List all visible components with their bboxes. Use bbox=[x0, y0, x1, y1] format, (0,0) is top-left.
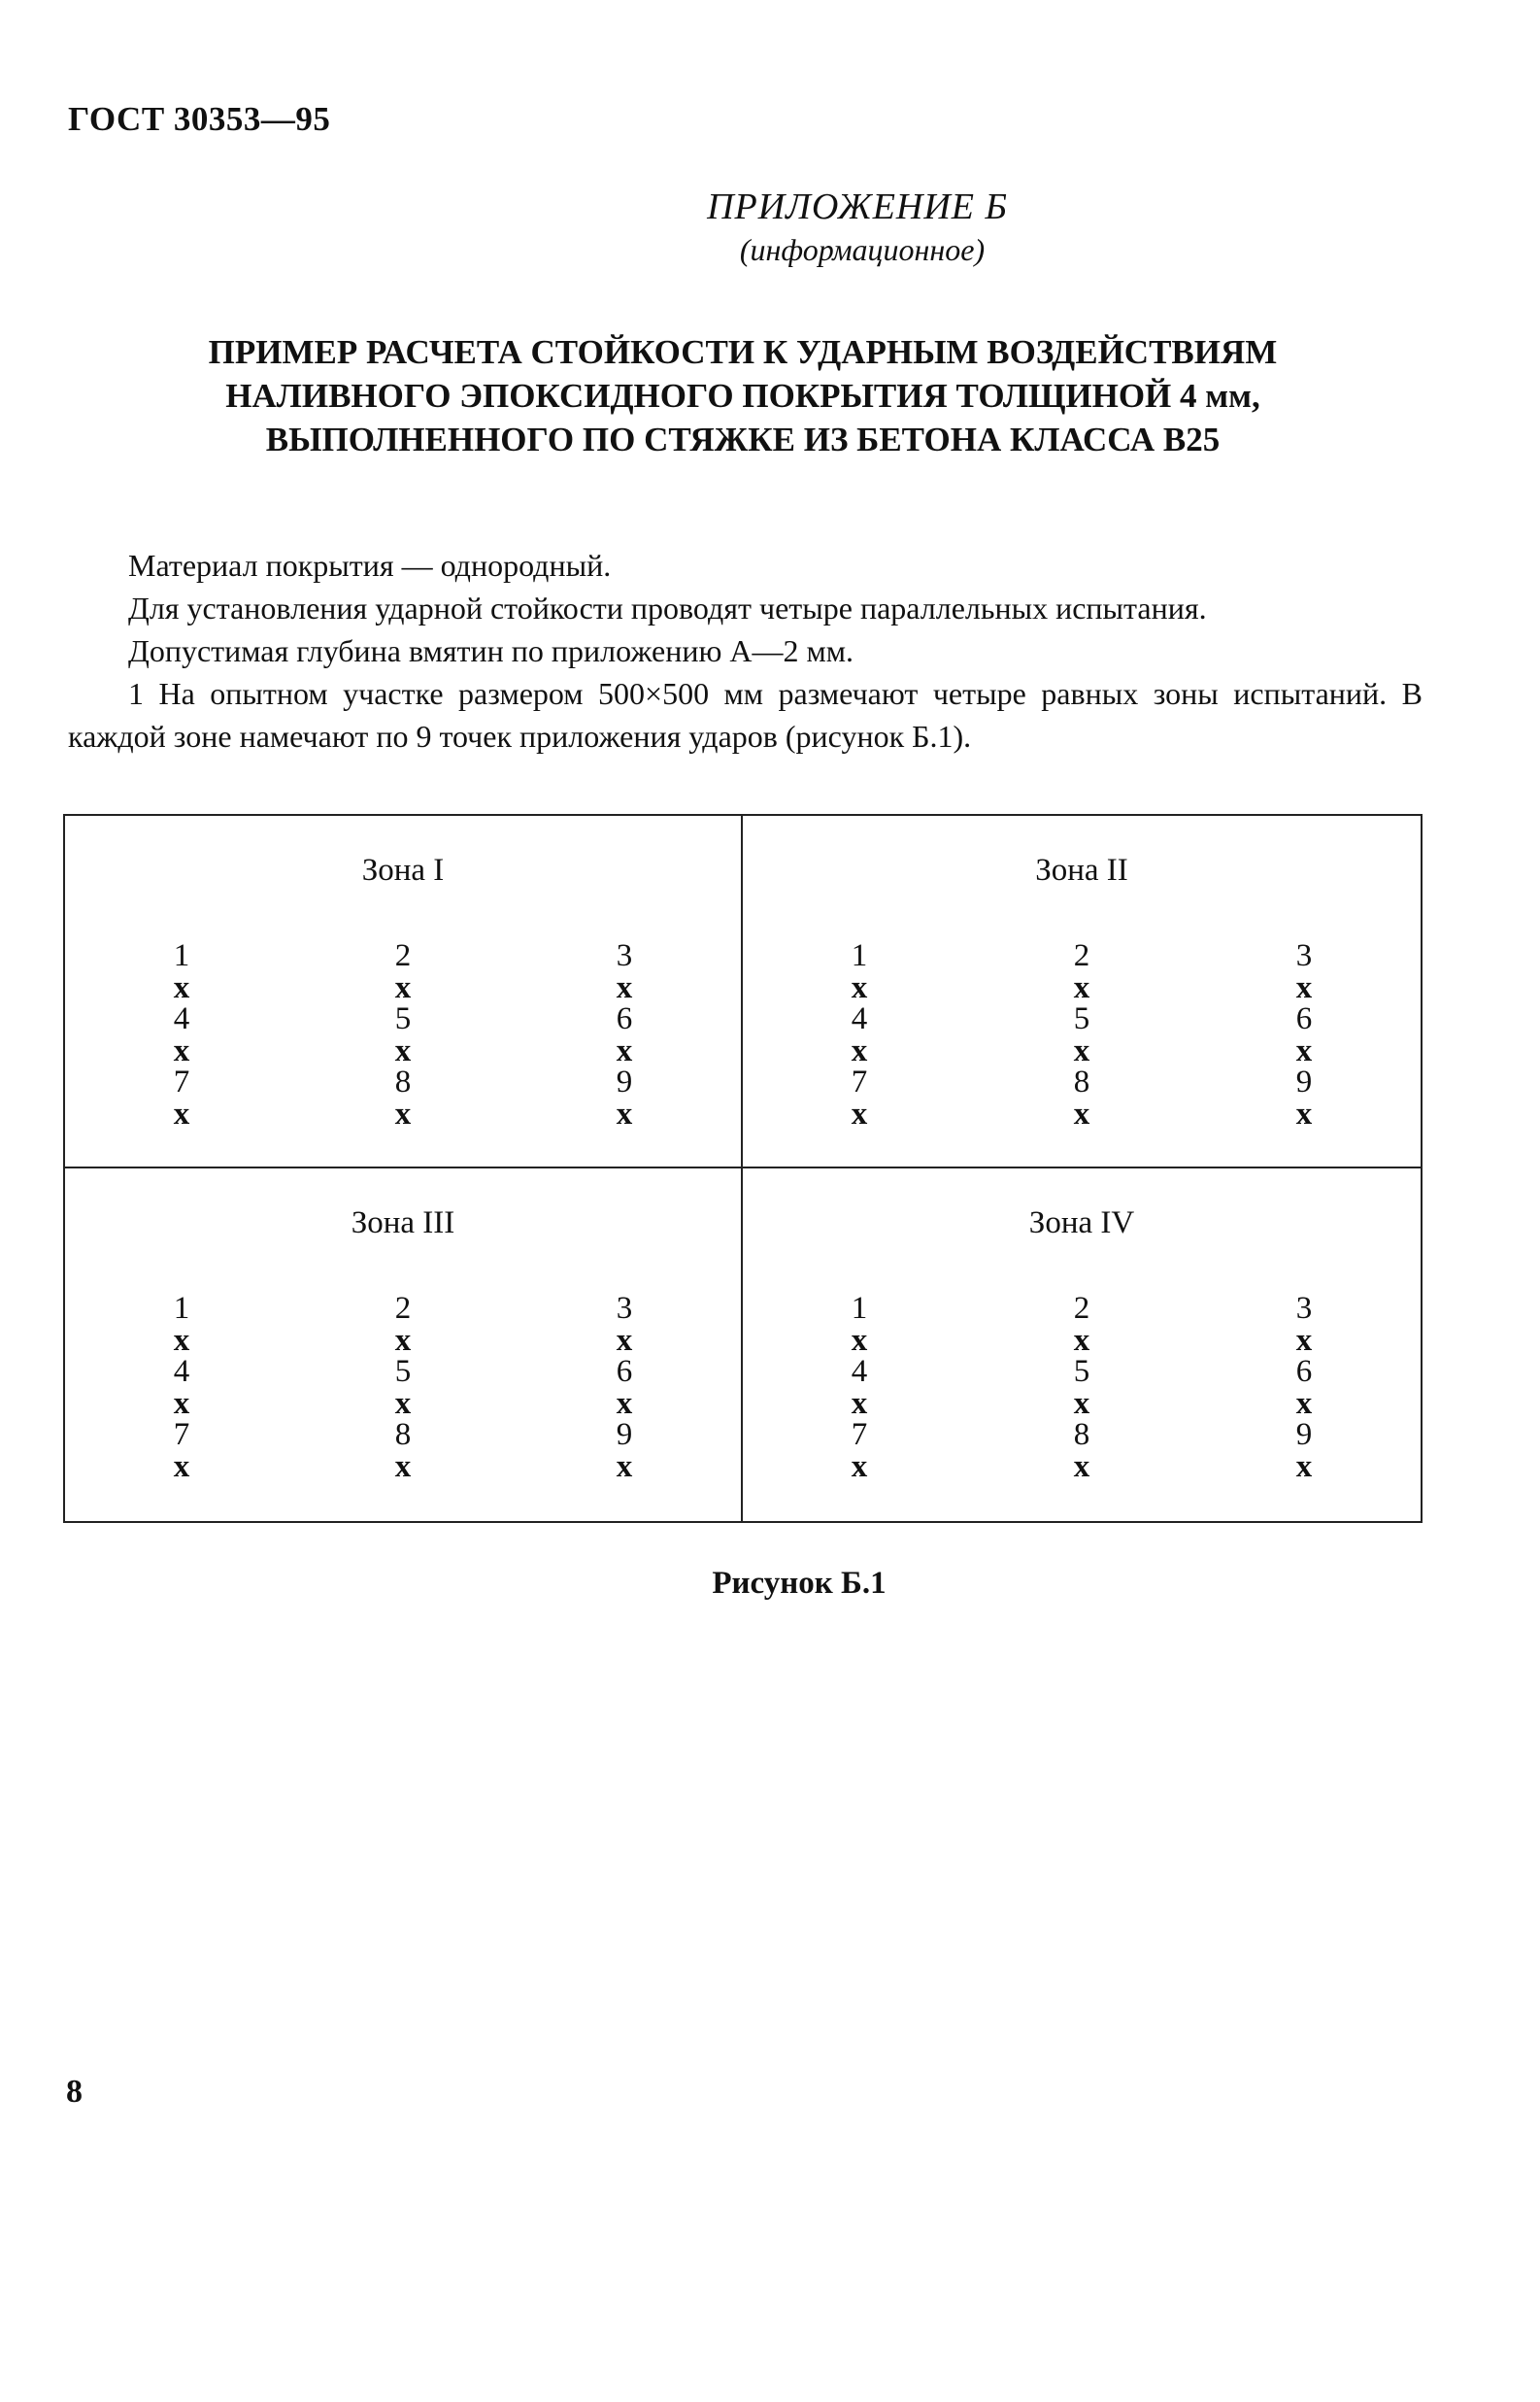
appendix-subtitle: (информационное) bbox=[739, 232, 986, 267]
point-number: 7 bbox=[173, 1417, 190, 1452]
point-number: 4 bbox=[173, 1354, 190, 1389]
point-column bbox=[384, 1293, 422, 1482]
point-number: 8 bbox=[1073, 1417, 1090, 1452]
impact-mark: x bbox=[616, 1385, 633, 1421]
title-line: НАЛИВНОГО ЭПОКСИДНОГО ПОКРЫТИЯ ТОЛЩИНОЙ 4 мм, bbox=[225, 377, 1260, 415]
point-number: 8 bbox=[1073, 1065, 1090, 1100]
impact-points bbox=[162, 1293, 644, 1482]
point-number: 7 bbox=[173, 1065, 190, 1100]
point-number: 4 bbox=[173, 1001, 190, 1036]
point-column bbox=[605, 940, 644, 1130]
point-column bbox=[384, 940, 422, 1130]
test-zones-figure bbox=[63, 814, 1423, 1523]
impact-mark: x bbox=[1073, 1096, 1090, 1132]
point-number: 6 bbox=[616, 1001, 633, 1036]
point-column bbox=[605, 1293, 644, 1482]
paragraph: Для установления ударной стойкости проводят четыре параллельных испытания. bbox=[128, 591, 1207, 626]
point-number: 9 bbox=[1295, 1417, 1313, 1452]
impact-mark: x bbox=[394, 1032, 412, 1068]
impact-mark: x bbox=[1295, 1448, 1313, 1484]
appendix-title: ПРИЛОЖЕНИЕ Б bbox=[707, 186, 1008, 227]
point-number: 2 bbox=[1073, 938, 1090, 973]
point-column bbox=[1062, 940, 1101, 1130]
impact-mark: x bbox=[1295, 1096, 1313, 1132]
impact-mark: x bbox=[173, 1385, 190, 1421]
impact-mark: x bbox=[851, 1385, 868, 1421]
impact-mark: x bbox=[616, 1448, 633, 1484]
impact-mark: x bbox=[616, 969, 633, 1005]
zone-cell bbox=[65, 816, 743, 1168]
impact-mark: x bbox=[851, 1096, 868, 1132]
figure-caption: Рисунок Б.1 bbox=[712, 1566, 887, 1601]
point-number: 8 bbox=[394, 1417, 412, 1452]
impact-mark: x bbox=[1073, 1448, 1090, 1484]
impact-mark: x bbox=[394, 1385, 412, 1421]
impact-mark: x bbox=[851, 1448, 868, 1484]
impact-mark: x bbox=[173, 969, 190, 1005]
document-title bbox=[78, 330, 1408, 461]
paragraph: Допустимая глубина вмятин по приложению А—2 мм. bbox=[128, 633, 854, 668]
point-number: 3 bbox=[616, 938, 633, 973]
point-number: 3 bbox=[1295, 938, 1313, 973]
impact-points bbox=[840, 1293, 1323, 1482]
zone-label: Зона I bbox=[361, 853, 445, 888]
point-number: 5 bbox=[1073, 1354, 1090, 1389]
point-number: 4 bbox=[851, 1354, 868, 1389]
impact-mark: x bbox=[851, 969, 868, 1005]
impact-mark: x bbox=[394, 1096, 412, 1132]
impact-mark: x bbox=[173, 1096, 190, 1132]
impact-mark: x bbox=[173, 1322, 190, 1358]
point-column bbox=[162, 940, 201, 1130]
zone-cell bbox=[65, 1168, 743, 1521]
impact-points bbox=[840, 940, 1323, 1130]
point-number: 6 bbox=[1295, 1354, 1313, 1389]
point-number: 7 bbox=[851, 1065, 868, 1100]
point-number: 5 bbox=[394, 1354, 412, 1389]
impact-mark: x bbox=[1073, 969, 1090, 1005]
point-number: 1 bbox=[173, 938, 190, 973]
point-number: 3 bbox=[1295, 1291, 1313, 1326]
point-number: 6 bbox=[616, 1354, 633, 1389]
appendix-heading bbox=[0, 185, 1540, 270]
page-number: 8 bbox=[66, 2074, 83, 2110]
point-column bbox=[840, 940, 879, 1130]
point-number: 9 bbox=[1295, 1065, 1313, 1100]
zone-label: Зона IV bbox=[1028, 1205, 1135, 1240]
point-number: 5 bbox=[394, 1001, 412, 1036]
point-number: 8 bbox=[394, 1065, 412, 1100]
paragraph: 1 На опытном участке размером 500×500 мм размечают четыре равных зоны испытаний. В каждой зоне намечают по 9 точек приложения ударов (рисунок Б.1). bbox=[68, 676, 1423, 754]
point-number: 9 bbox=[616, 1417, 633, 1452]
impact-mark: x bbox=[851, 1032, 868, 1068]
impact-mark: x bbox=[616, 1322, 633, 1358]
point-number: 6 bbox=[1295, 1001, 1313, 1036]
point-number: 7 bbox=[851, 1417, 868, 1452]
impact-mark: x bbox=[1073, 1032, 1090, 1068]
impact-mark: x bbox=[173, 1448, 190, 1484]
point-number: 2 bbox=[394, 938, 412, 973]
point-column bbox=[1285, 1293, 1323, 1482]
point-number: 1 bbox=[851, 1291, 868, 1326]
point-number: 4 bbox=[851, 1001, 868, 1036]
zone-cell bbox=[743, 1168, 1421, 1521]
point-number: 1 bbox=[851, 938, 868, 973]
impact-mark: x bbox=[1295, 969, 1313, 1005]
impact-mark: x bbox=[1295, 1385, 1313, 1421]
point-number: 1 bbox=[173, 1291, 190, 1326]
paragraph: Материал покрытия — однородный. bbox=[128, 548, 612, 583]
impact-mark: x bbox=[1295, 1032, 1313, 1068]
title-line: ВЫПОЛНЕННОГО ПО СТЯЖКЕ ИЗ БЕТОНА КЛАССА В25 bbox=[265, 421, 1221, 458]
point-column bbox=[1285, 940, 1323, 1130]
zone-label: Зона III bbox=[351, 1205, 455, 1240]
impact-mark: x bbox=[851, 1322, 868, 1358]
impact-mark: x bbox=[173, 1032, 190, 1068]
point-number: 2 bbox=[1073, 1291, 1090, 1326]
impact-mark: x bbox=[616, 1032, 633, 1068]
impact-mark: x bbox=[1073, 1385, 1090, 1421]
zone-cell bbox=[743, 816, 1421, 1168]
body-text bbox=[68, 544, 1423, 758]
impact-mark: x bbox=[394, 1322, 412, 1358]
impact-mark: x bbox=[1295, 1322, 1313, 1358]
point-number: 9 bbox=[616, 1065, 633, 1100]
point-column bbox=[1062, 1293, 1101, 1482]
document-code: ГОСТ 30353—95 bbox=[68, 100, 331, 138]
zone-label: Зона II bbox=[1035, 853, 1128, 888]
point-column bbox=[840, 1293, 879, 1482]
point-number: 2 bbox=[394, 1291, 412, 1326]
impact-mark: x bbox=[1073, 1322, 1090, 1358]
impact-mark: x bbox=[394, 1448, 412, 1484]
impact-mark: x bbox=[394, 969, 412, 1005]
point-column bbox=[162, 1293, 201, 1482]
point-number: 5 bbox=[1073, 1001, 1090, 1036]
impact-points bbox=[162, 940, 644, 1130]
title-line: ПРИМЕР РАСЧЕТА СТОЙКОСТИ К УДАРНЫМ ВОЗДЕЙСТВИЯМ bbox=[208, 333, 1278, 371]
impact-mark: x bbox=[616, 1096, 633, 1132]
point-number: 3 bbox=[616, 1291, 633, 1326]
